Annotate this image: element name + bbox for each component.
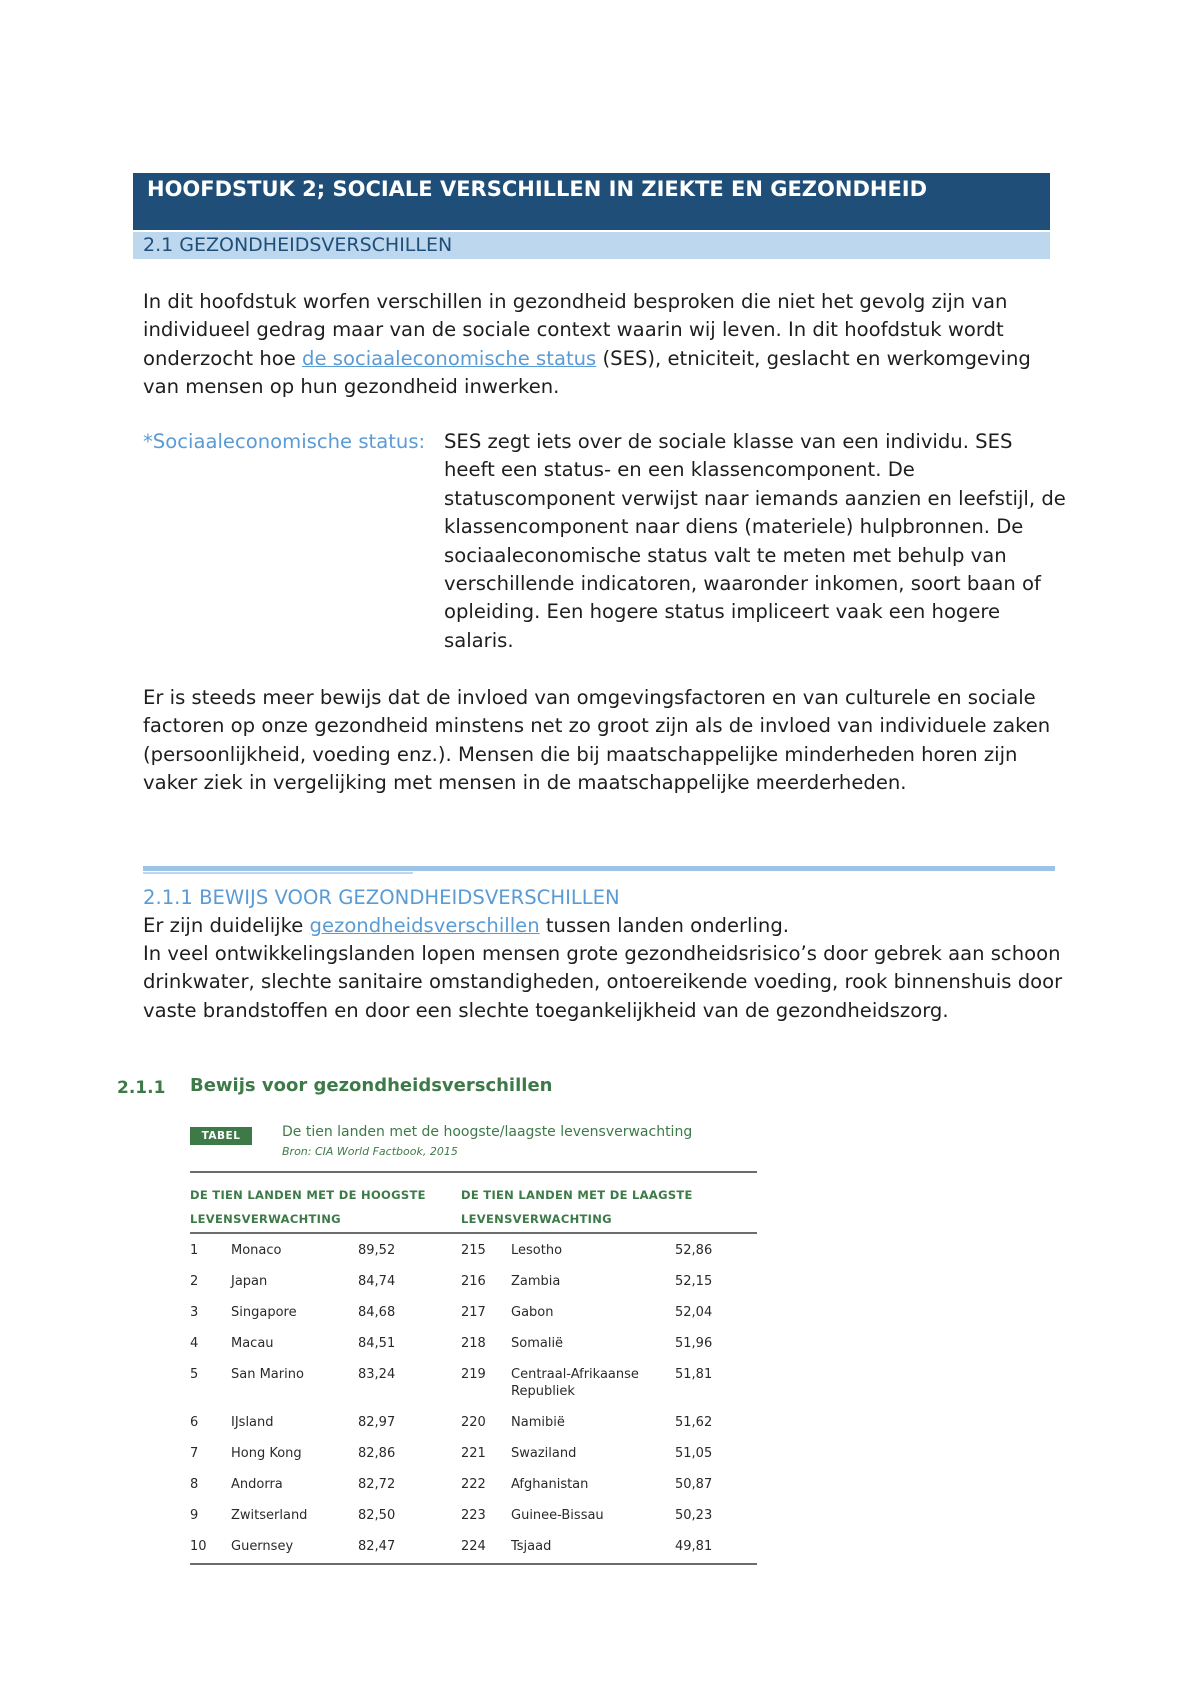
section-heading: 2.1 GEZONDHEIDSVERSCHILLEN [133, 232, 1050, 259]
rank-low: 217 [461, 1305, 486, 1320]
table-title: De tien landen met de hoogste/laagste levensverwachting [282, 1124, 693, 1140]
table-rule-bottom [190, 1563, 757, 1565]
definition-term: *Sociaaleconomische status: [143, 430, 426, 453]
rank-high: 3 [190, 1305, 199, 1320]
value-low: 50,87 [675, 1477, 713, 1492]
country-high: Macau [231, 1336, 274, 1351]
table-column-header-highest: DE TIEN LANDEN MET DE HOOGSTE LEVENSVERWACHTING [190, 1188, 426, 1226]
value-low: 51,81 [675, 1367, 713, 1382]
country-low: Lesotho [511, 1243, 563, 1258]
rank-high: 5 [190, 1367, 199, 1382]
rank-high: 4 [190, 1336, 199, 1351]
intro-text-end: (SES), etniciteit, geslacht en werkomgeving van mensen op hun gezondheid inwerken. [143, 346, 1031, 399]
value-high: 84,51 [358, 1336, 396, 1351]
subsection-heading: 2.1.1 BEWIJS VOOR GEZONDHEIDSVERSCHILLEN [143, 886, 620, 909]
value-high: 82,97 [358, 1415, 396, 1430]
ses-link[interactable]: de sociaaleconomische status [302, 346, 597, 370]
rank-low: 223 [461, 1508, 486, 1523]
rank-low: 215 [461, 1243, 486, 1258]
chapter-heading: HOOFDSTUK 2; SOCIALE VERSCHILLEN IN ZIEKTE EN GEZONDHEID [133, 173, 1050, 230]
value-low: 52,86 [675, 1243, 713, 1258]
rank-high: 10 [190, 1539, 207, 1554]
value-low: 49,81 [675, 1539, 713, 1554]
rank-high: 9 [190, 1508, 199, 1523]
value-high: 82,72 [358, 1477, 396, 1492]
country-high: Hong Kong [231, 1446, 302, 1461]
health-differences-link[interactable]: gezondheidsverschillen [309, 914, 540, 937]
intro-paragraph [143, 288, 1063, 402]
table-rule-header [190, 1232, 757, 1234]
rank-low: 224 [461, 1539, 486, 1554]
rank-low: 222 [461, 1477, 486, 1492]
country-low: Tsjaad [511, 1539, 552, 1554]
intro-text-start: In dit hoofdstuk worfen verschillen in gezondheid besproken die niet het gevolg zijn van individueel gedrag maar van de sociale context waarin wij leven. In dit hoofdstuk wordt onderzocht hoe [143, 290, 1008, 370]
value-low: 50,23 [675, 1508, 713, 1523]
rank-low: 219 [461, 1367, 486, 1382]
value-high: 84,68 [358, 1305, 396, 1320]
book-section-number: 2.1.1 [117, 1078, 166, 1098]
country-high: Monaco [231, 1243, 282, 1258]
table-badge: TABEL 2.1 [190, 1127, 252, 1145]
country-high: IJsland [231, 1415, 274, 1430]
value-high: 89,52 [358, 1243, 396, 1258]
section-divider-accent [143, 872, 413, 874]
country-high: Singapore [231, 1305, 297, 1320]
value-high: 82,47 [358, 1539, 396, 1554]
country-high: San Marino [231, 1367, 304, 1382]
country-low: Gabon [511, 1305, 554, 1320]
subsection-line-end: tussen landen onderling. [539, 914, 790, 937]
rank-low: 220 [461, 1415, 486, 1430]
country-low: Zambia [511, 1274, 561, 1289]
country-low: Swaziland [511, 1446, 577, 1461]
value-low: 52,04 [675, 1305, 713, 1320]
rank-high: 6 [190, 1415, 199, 1430]
section-divider [143, 866, 1055, 871]
country-low: Somalië [511, 1336, 564, 1351]
subsection-line-start: Er zijn duidelijke [143, 914, 310, 937]
subsection-intro-line [143, 912, 1063, 940]
value-high: 83,24 [358, 1367, 396, 1382]
rank-high: 8 [190, 1477, 199, 1492]
country-low: Namibië [511, 1415, 565, 1430]
rank-low: 216 [461, 1274, 486, 1289]
value-high: 82,86 [358, 1446, 396, 1461]
value-low: 51,62 [675, 1415, 713, 1430]
country-high: Andorra [231, 1477, 283, 1492]
value-high: 82,50 [358, 1508, 396, 1523]
country-high: Japan [231, 1274, 268, 1289]
value-low: 52,15 [675, 1274, 713, 1289]
definition-body: SES zegt iets over de sociale klasse van een individu. SES heeft een status- en een klassencomponent. De statuscomponent verwijst naar iemands aanzien en leefstijl, de klassencomponent naar diens (materiele) hulpbronnen. De sociaaleconomische status valt te meten met behulp van verschillende indicatoren, waaronder inkomen, soort baan of opleiding. Een hogere status impliceert vaak een hogere salaris. [444, 430, 1066, 652]
country-low: Afghanistan [511, 1477, 589, 1492]
rank-high: 2 [190, 1274, 199, 1289]
country-low: Centraal-Afrikaanse Republiek [511, 1367, 639, 1399]
table-source: Bron: CIA World Factbook, 2015 [282, 1145, 458, 1158]
rank-low: 218 [461, 1336, 486, 1351]
value-high: 84,74 [358, 1274, 396, 1289]
table-column-header-lowest: DE TIEN LANDEN MET DE LAAGSTE LEVENSVERWACHTING [461, 1188, 693, 1226]
book-section-title: Bewijs voor gezondheidsverschillen [190, 1075, 553, 1096]
table-rule-top [190, 1171, 757, 1173]
value-low: 51,96 [675, 1336, 713, 1351]
country-high: Guernsey [231, 1539, 294, 1554]
country-low: Guinee-Bissau [511, 1508, 604, 1523]
rank-high: 7 [190, 1446, 199, 1461]
country-high: Zwitserland [231, 1508, 308, 1523]
value-low: 51,05 [675, 1446, 713, 1461]
subsection-paragraph: In veel ontwikkelingslanden lopen mensen grote gezondheidsrisico’s door gebrek aan schoon drinkwater, slechte sanitaire omstandigheden, ontoereikende voeding, rook binnenshuis door vaste brandstoffen en door een slechte toegankelijkheid van de gezondheidszorg. [143, 942, 1063, 1022]
rank-high: 1 [190, 1243, 199, 1258]
rank-low: 221 [461, 1446, 486, 1461]
evidence-paragraph: Er is steeds meer bewijs dat de invloed van omgevingsfactoren en van culturele en sociale factoren op onze gezondheid minstens net zo groot zijn als de invloed van individuele zaken (persoonlijkheid, voeding enz.). Mensen die bij maatschappelijke minderheden horen zijn vaker ziek in vergelijking met mensen in de maatschappelijke meerderheden. [143, 686, 1051, 795]
